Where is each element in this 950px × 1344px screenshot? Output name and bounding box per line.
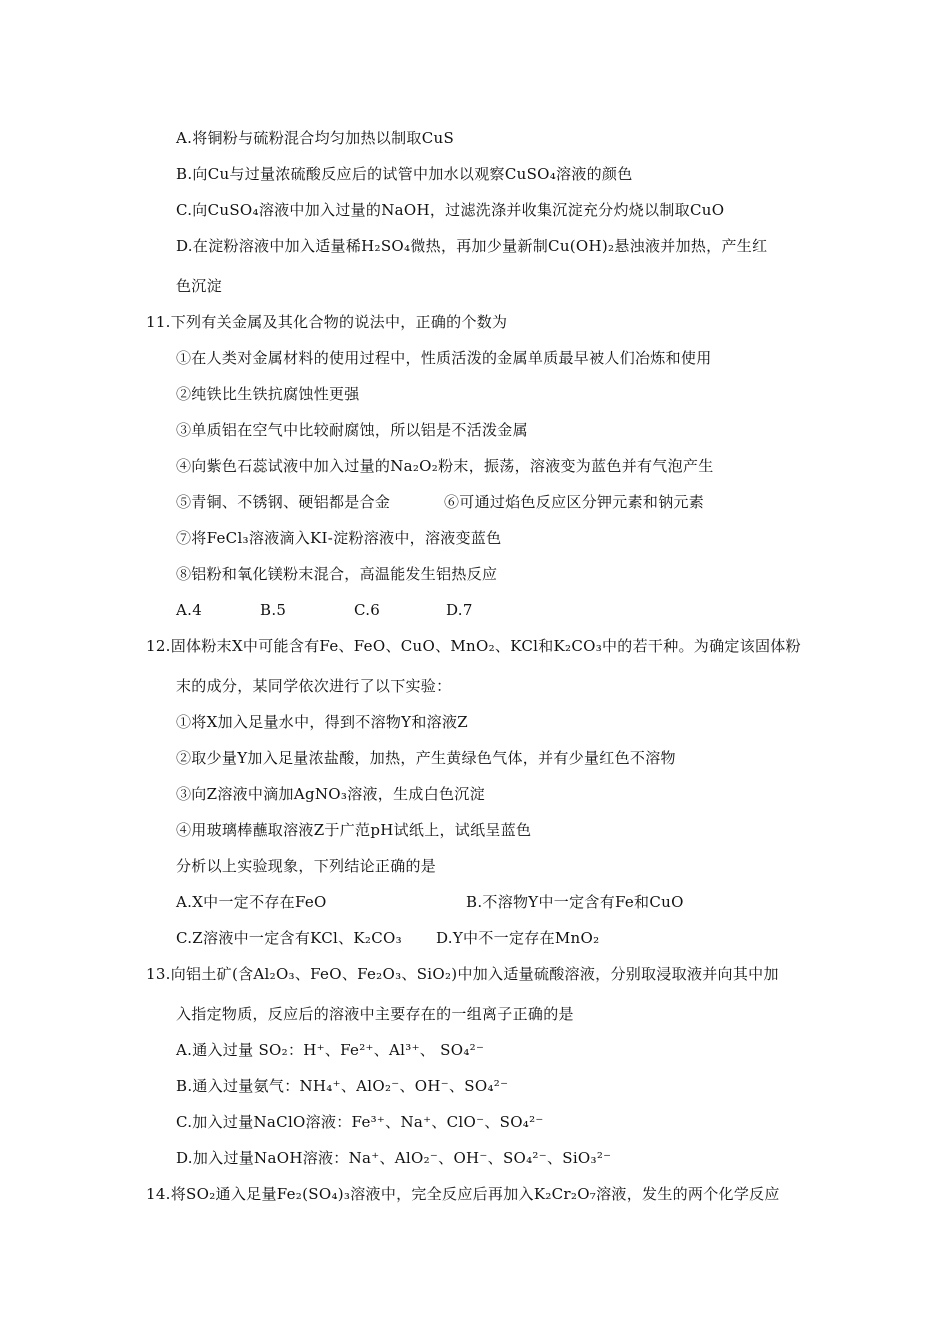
q13-option-c: C.加入过量NaClO溶液：Fe³⁺、Na⁺、ClO⁻、SO₄²⁻: [176, 1113, 544, 1131]
q11-items-5-6: [176, 492, 704, 512]
q12-item-3: ③向Z溶液中滴加AgNO₃溶液，生成白色沉淀: [176, 785, 485, 803]
q12-option-c: C.Z溶液中一定含有KCl、K₂CO₃: [176, 929, 402, 947]
q11-item-1: ①在人类对金属材料的使用过程中，性质活泼的金属单质最早被人们冶炼和使用: [176, 349, 712, 367]
q11-item-7: ⑦将FeCl₃溶液滴入KI-淀粉溶液中，溶液变蓝色: [176, 529, 502, 547]
q12-prompt: 分析以上实验现象，下列结论正确的是: [176, 857, 437, 875]
q11-option-d: D.7: [446, 601, 473, 619]
q11-item-6: ⑥可通过焰色反应区分钾元素和钠元素: [444, 493, 705, 511]
q11-item-2: ②纯铁比生铁抗腐蚀性更强: [176, 385, 360, 403]
q12-options-ab: [176, 892, 684, 912]
q12-stem-2: 末的成分，某同学依次进行了以下实验：: [176, 677, 452, 695]
q12-item-4: ④用玻璃棒蘸取溶液Z于广范pH试纸上，试纸呈蓝色: [176, 821, 532, 839]
q10-option-d: D.在淀粉溶液中加入适量稀H₂SO₄微热，再加少量新制Cu(OH)₂悬浊液并加热，产生红: [176, 237, 768, 255]
q11-option-b: B.5: [260, 601, 287, 619]
q13-option-b: B.通入过量氨气：NH₄⁺、AlO₂⁻、OH⁻、SO₄²⁻: [176, 1077, 509, 1095]
q11-item-5: ⑤青铜、不锈钢、硬铝都是合金: [176, 493, 391, 511]
q12-item-2: ②取少量Y加入足量浓盐酸，加热，产生黄绿色气体，并有少量红色不溶物: [176, 749, 676, 767]
q10-option-b: B.向Cu与过量浓硫酸反应后的试管中加水以观察CuSO₄溶液的颜色: [176, 165, 633, 183]
q11-option-c: C.6: [354, 601, 381, 619]
q14-stem-1: 14.将SO₂通入足量Fe₂(SO₄)₃溶液中，完全反应后再加入K₂Cr₂O₇溶液，发生的两个化学反应: [146, 1185, 780, 1203]
q11-stem: 11.下列有关金属及其化合物的说法中，正确的个数为: [146, 313, 508, 331]
q13-option-d: D.加入过量NaOH溶液：Na⁺、AlO₂⁻、OH⁻、SO₄²⁻、SiO₃²⁻: [176, 1149, 612, 1167]
q13-option-a: A.通入过量 SO₂：H⁺、Fe²⁺、Al³⁺、 SO₄²⁻: [176, 1041, 485, 1059]
q11-item-3: ③单质铝在空气中比较耐腐蚀，所以铝是不活泼金属: [176, 421, 528, 439]
q13-stem-2: 入指定物质，反应后的溶液中主要存在的一组离子正确的是: [176, 1005, 574, 1023]
q11-item-4: ④向紫色石蕊试液中加入过量的Na₂O₂粉末，振荡，溶液变为蓝色并有气泡产生: [176, 457, 714, 475]
q10-option-d-cont: 色沉淀: [176, 277, 222, 295]
q13-stem-1: 13.向铝土矿(含Al₂O₃、FeO、Fe₂O₃、SiO₂)中加入适量硫酸溶液，分别取浸取液并向其中加: [146, 965, 779, 983]
q12-option-b: B.不溶物Y中一定含有Fe和CuO: [466, 893, 684, 911]
q11-options: [176, 600, 473, 620]
q12-stem-1: 12.固体粉末X中可能含有Fe、FeO、CuO、MnO₂、KCl和K₂CO₃中的若干种。为确定该固体粉: [146, 637, 801, 655]
q12-option-a: A.X中一定不存在FeO: [176, 893, 327, 911]
q10-option-c: C.向CuSO₄溶液中加入过量的NaOH，过滤洗涤并收集沉淀充分灼烧以制取CuO: [176, 201, 725, 219]
q12-option-d: D.Y中不一定存在MnO₂: [436, 929, 600, 947]
q11-option-a: A.4: [176, 601, 203, 619]
q11-item-8: ⑧铝粉和氧化镁粉末混合，高温能发生铝热反应: [176, 565, 498, 583]
q12-item-1: ①将X加入足量水中，得到不溶物Y和溶液Z: [176, 713, 469, 731]
q12-options-cd: [176, 928, 599, 948]
q10-option-a: A.将铜粉与硫粉混合均匀加热以制取CuS: [176, 129, 455, 147]
